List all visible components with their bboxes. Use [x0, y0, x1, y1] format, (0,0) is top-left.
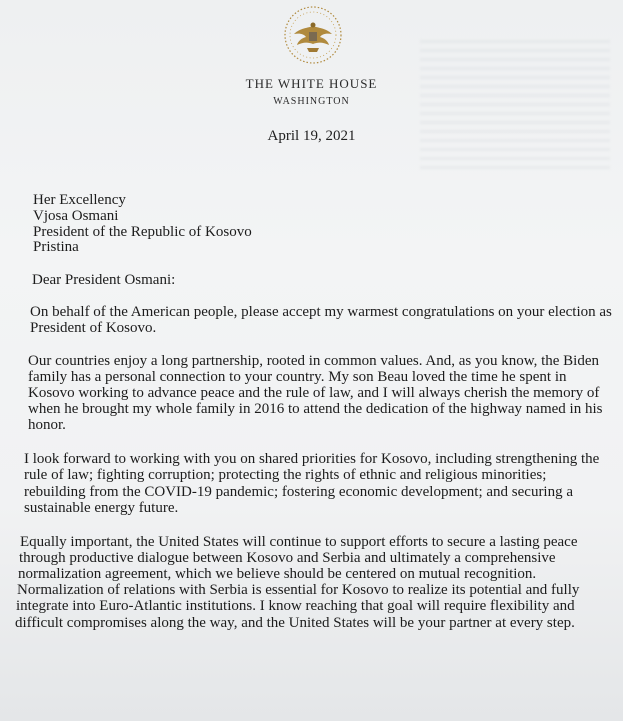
presidential-seal-icon [278, 4, 348, 66]
paragraph-line: sustainable energy future. [24, 500, 179, 516]
paragraph-line: through productive dialogue between Kosovo and Serbia and ultimately a comprehensive [19, 550, 556, 566]
salutation: Dear President Osmani: [32, 272, 176, 288]
letterhead-title: THE WHITE HOUSE [245, 76, 378, 91]
address-line: Her Excellency [33, 192, 126, 208]
letter-date: April 19, 2021 [267, 128, 356, 144]
paragraph-line: On behalf of the American people, please accept my warmest congratulations on your election as [30, 304, 612, 320]
paragraph-line: rebuilding from the COVID-19 pandemic; fostering economic development; and securing a [24, 484, 574, 500]
paragraph-line: integrate into Euro-Atlantic institutions. I know reaching that goal will require flexibility and [16, 598, 575, 614]
address-line: Vjosa Osmani [33, 208, 119, 224]
paragraph-line: Equally important, the United States will continue to support efforts to secure a lasting peace [20, 534, 578, 550]
address-line: Pristina [33, 239, 79, 255]
paragraph-line: rule of law; fighting corruption; protecting the rights of ethnic and religious minorities; [24, 467, 547, 483]
paragraph-line: normalization agreement, which we believe should be centered on mutual recognition. [18, 566, 537, 582]
paragraph-line: family has a personal connection to your country. My son Beau loved the time he spent in [28, 369, 567, 385]
paragraph-line: President of Kosovo. [30, 320, 157, 336]
address-line: President of the Republic of Kosovo [33, 224, 252, 240]
paragraph-line: honor. [28, 417, 66, 433]
paragraph-line: Kosovo working to advance peace and the rule of law, and I will always cherish the memory of [28, 385, 600, 401]
paragraph-line: difficult compromises along the way, and the United States will be your partner at every step. [15, 615, 575, 631]
paragraph-line: I look forward to working with you on shared priorities for Kosovo, including strengthening the [24, 451, 600, 467]
paragraph-line: Normalization of relations with Serbia is essential for Kosovo to realize its potential and fully [17, 582, 580, 598]
paragraph-line: when he brought my whole family in 2016 to attend the dedication of the highway named in his [28, 401, 603, 417]
paragraph-line: Our countries enjoy a long partnership, rooted in common values. And, as you know, the Biden [28, 353, 600, 369]
letterhead-subtitle: WASHINGTON [273, 96, 350, 107]
